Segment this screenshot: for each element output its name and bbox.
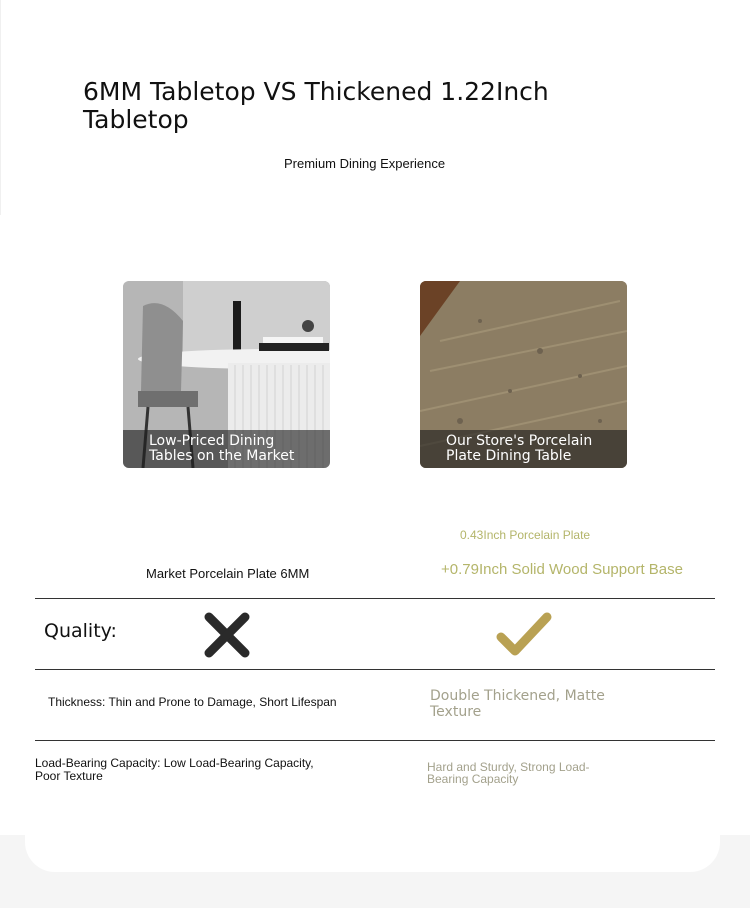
left-edge-rule [0,0,1,215]
market-table-caption: Low-Priced Dining Tables on the Market [149,433,295,464]
row-divider [35,669,715,670]
market-plate-spec: Market Porcelain Plate 6MM [146,566,310,581]
wood-base-spec: +0.79Inch Solid Wood Support Base [441,561,683,578]
checkmark-icon [495,611,553,659]
page-subtitle: Premium Dining Experience [284,156,446,171]
quality-label: Quality: [44,620,117,642]
market-load-bearing-text: Load-Bearing Capacity: Low Load-Bearing Capacity, Poor Texture [35,756,314,783]
row-divider [35,598,715,599]
cross-icon [204,612,250,658]
store-load-bearing-text: Hard and Sturdy, Strong Load-Bearing Capacity [427,760,590,786]
market-thickness-text: Thickness: Thin and Prone to Damage, Short Lifespan [48,695,337,709]
market-table-photo [123,281,330,468]
footer-card [25,820,720,872]
page-title: 6MM Tabletop VS Thickened 1.22Inch Tabletop [83,77,549,134]
row-divider [35,740,715,741]
store-table-caption: Our Store's Porcelain Plate Dining Table [446,433,593,464]
store-thickness-text: Double Thickened, Matte Texture [430,688,605,720]
store-table-photo [420,281,627,468]
porcelain-plate-spec: 0.43Inch Porcelain Plate [460,528,591,542]
